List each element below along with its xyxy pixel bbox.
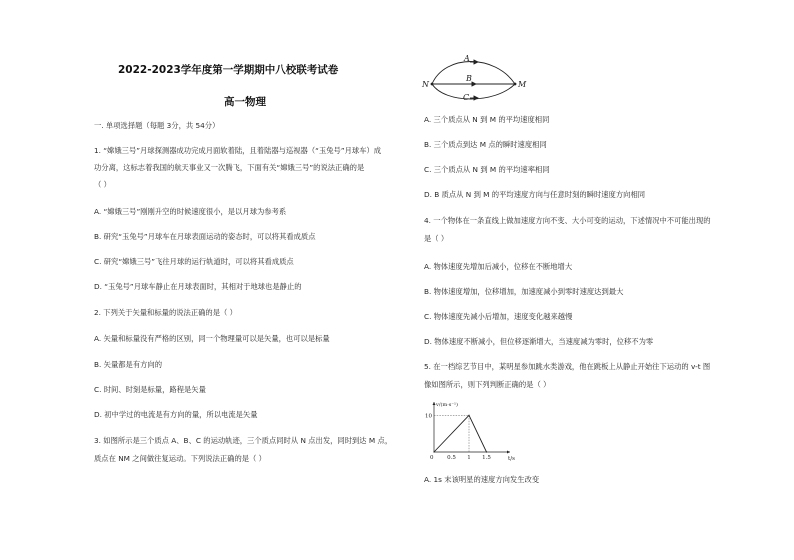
y-axis-label: v/(m·s⁻¹) (436, 402, 458, 408)
exam-title: 2022-2023学年度第一学期期中八校联考试卷 (118, 64, 339, 76)
q5-line2: 像如图所示，则下列判断正确的是（ ） (424, 380, 551, 389)
q4-line2: 是（ ） (424, 234, 449, 243)
label-b: B (466, 74, 472, 83)
q2-option-a: A. 矢量和标量没有严格的区别，同一个物理量可以是矢量，也可以是标量 (94, 334, 330, 343)
q4-option-a: A. 物体速度先增加后减小，位移在不断地增大 (424, 262, 573, 271)
x-tick-label-0: 0.5 (447, 455, 456, 461)
q2-option-c: C. 时间、时刻是标量，路程是矢量 (94, 385, 206, 394)
label-n: N (422, 80, 429, 89)
q5-line1: 5. 在一档综艺节目中，某明星参加跳水类游戏，他在跳板上从静止开始往下运动的 v-t 图 (424, 362, 711, 371)
q3-option-b: B. 三个质点到达 M 点的瞬时速度相同 (424, 140, 547, 149)
path-a (432, 62, 515, 85)
series-line-0 (434, 415, 487, 452)
label-a: A (464, 54, 470, 63)
q3-option-c: C. 三个质点从 N 到 M 的平均速率相同 (424, 165, 550, 174)
q4-option-c: C. 物体速度先减小后增加，速度变化越来越慢 (424, 312, 573, 321)
q2-option-b: B. 矢量都是有方向的 (94, 360, 163, 369)
series-point-0-0 (433, 451, 434, 452)
trajectory-figure (420, 52, 530, 102)
q3-option-a: A. 三个质点从 N 到 M 的平均速度相同 (424, 115, 550, 124)
q1-line1: 1. “嫦娥三号”月球探测器成功完成月面软着陆，且着陆器与巡视器（“玉兔号”月球车）成 (94, 146, 382, 155)
point-m (514, 83, 517, 86)
q4-line1: 4. 一个物体在一条直线上做加速度方向不变、大小可变的运动，下述情况中不可能出现的 (424, 216, 711, 225)
origin-label: 0 (430, 455, 434, 461)
x-tick-label-2: 1.5 (482, 455, 491, 461)
x-axis-label: t/s (508, 456, 515, 462)
series-point-0-2 (486, 451, 487, 452)
q2-stem: 2. 下列关于矢量和标量的说法正确的是（ ） (94, 308, 237, 317)
q1-line2: 功分离，这标志着我国的航天事业又一次腾飞，下面有关“嫦娥三号”的说法正确的是 (94, 163, 365, 172)
q1-option-c: C. 研究“嫦娥三号”飞往月球的运行轨道时，可以将其看成质点 (94, 257, 294, 266)
q3-option-d: D. B 质点从 N 到 M 的平均速度方向与任意时刻的瞬时速度方向相同 (424, 190, 646, 199)
point-n (431, 83, 434, 86)
q1-option-b: B. 研究“玉兔号”月球车在月球表面运动的姿态时，可以将其看成质点 (94, 232, 316, 241)
x-tick-label-1: 1 (467, 455, 471, 461)
path-c (432, 84, 515, 99)
q1-option-a: A. “嫦娥三号”刚刚升空的时候速度很小，是以月球为参考系 (94, 207, 287, 216)
subject-title: 高一物理 (224, 96, 266, 108)
q4-option-d: D. 物体速度不断减小，但位移逐渐增大，当速度减为零时，位移不为零 (424, 337, 654, 346)
q2-option-d: D. 初中学过的电流是有方向的量，所以电流是矢量 (94, 410, 258, 419)
vt-chart (420, 400, 520, 466)
q1-blank: （ ） (94, 180, 111, 189)
y-tick-label-0: 10 (425, 413, 432, 420)
q4-option-b: B. 物体速度增加，位移增加，加速度减小到零时速度达到最大 (424, 287, 624, 296)
label-c: C (463, 93, 470, 102)
q5-option-a: A. 1s 末该明星的速度方向发生改变 (424, 475, 540, 484)
q3-line2: 质点在 NM 之间做往复运动。下列说法正确的是（ ） (94, 454, 266, 463)
label-m: M (518, 80, 527, 89)
x-axis-arrow (507, 451, 510, 454)
section-heading: 一. 单项选择题（每题 3分，共 54分） (94, 121, 220, 130)
q1-option-d: D. “玉兔号”月球车静止在月球表面时，其相对于地球也是静止的 (94, 282, 302, 291)
series-point-0-1 (468, 415, 469, 416)
q3-line1: 3. 如图所示是三个质点 A、B、C 的运动轨迹，三个质点同时从 N 点出发，同时到达 M 点， (94, 436, 393, 445)
